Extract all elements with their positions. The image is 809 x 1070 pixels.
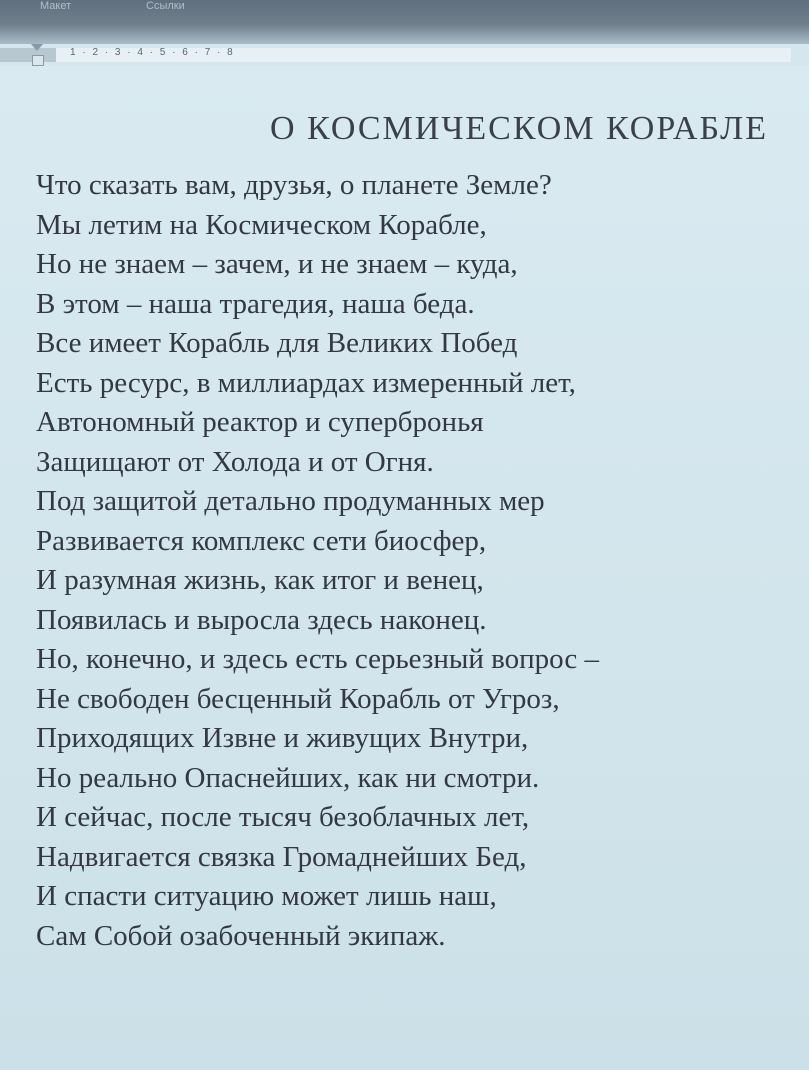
poem-body xyxy=(36,166,806,956)
poem-line: Под защитой детально продуманных мер xyxy=(36,485,545,517)
poem-line: Но не знаем – зачем, и не знаем – куда, xyxy=(36,248,518,280)
poem-line: Мы летим на Космическом Корабле, xyxy=(36,208,487,241)
ruler-numbers: 1 · 2 · 3 · 4 · 5 · 6 · 7 · 8 xyxy=(70,47,235,58)
poem-line: Есть ресурс, в миллиардах измеренный лет, xyxy=(36,366,576,399)
poem-line: Не свободен бесценный Корабль от Угроз, xyxy=(36,682,560,715)
window-top-bar xyxy=(0,0,809,44)
tab-references[interactable]: Ссылки xyxy=(146,0,185,12)
poem-line: Но, конечно, и здесь есть серьезный вопрос – xyxy=(36,643,599,675)
poem-line: И сейчас, после тысяч безоблачных лет, xyxy=(36,801,530,833)
poem-line: Все имеет Корабль для Великих Побед xyxy=(36,327,518,359)
poem-line: Но реально Опаснейших, как ни смотри. xyxy=(36,761,540,794)
poem-line: Сам Собой озабоченный экипаж. xyxy=(36,919,446,952)
poem-line: И спасти ситуацию может лишь наш, xyxy=(36,880,497,912)
poem-line: Развивается комплекс сети биосфер, xyxy=(36,524,487,557)
page-title: О КОСМИЧЕСКОМ КОРАБЛЕ xyxy=(270,110,768,146)
poem-line: Автономный реактор и супербронья xyxy=(36,406,484,438)
ruler-margin-zone xyxy=(0,48,56,62)
tab-layout[interactable]: Макет xyxy=(40,0,72,12)
poem-line: Что сказать вам, друзья, о планете Земле? xyxy=(36,169,552,201)
poem-line: Надвигается связка Громаднейших Бед, xyxy=(36,840,527,873)
poem-line: И разумная жизнь, как итог и венец, xyxy=(36,564,484,596)
poem-line: В этом – наша трагедия, наша беда. xyxy=(36,287,475,320)
poem-line: Защищают от Холода и от Огня. xyxy=(36,445,434,478)
ruler-indent-marker-icon[interactable] xyxy=(30,44,44,66)
poem-line: Приходящих Извне и живущих Внутри, xyxy=(36,722,529,754)
poem-line: Появилась и выросла здесь наконец. xyxy=(36,603,487,636)
document-page xyxy=(0,66,809,1070)
horizontal-ruler[interactable] xyxy=(0,44,809,67)
